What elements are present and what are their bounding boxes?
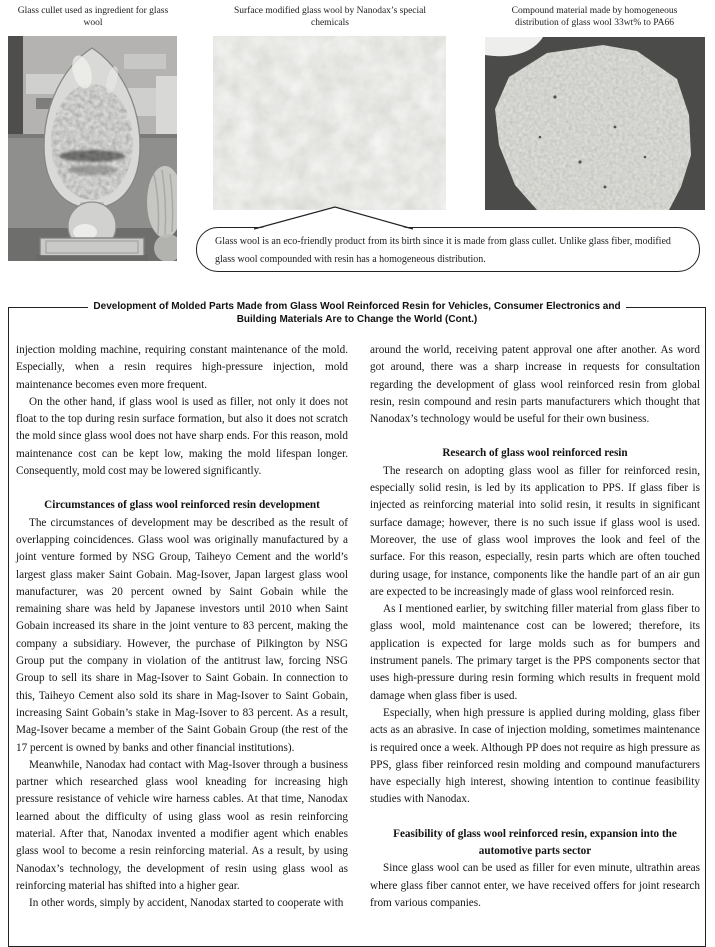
paragraph: On the other hand, if glass wool is used as filler, not only it does not float to the top during resin surface formation, but also it does not scratch the mold since glass wool does not have sharp ends. For this reason, mold maintenance cost can be kept low, making the mold lifespan longer. Consequently, mold cost may be lowered significantly. [16, 395, 348, 478]
paragraph: injection molding machine, requiring constant maintenance of the mold. Especially, when a resin requires high-pressure injection, mold maintenance becomes even more frequent. [16, 344, 348, 391]
glass-cullet-photo [8, 36, 177, 261]
caption-glass-cullet: Glass cullet used as ingredient for glass wool [17, 6, 169, 28]
article-left-column [16, 342, 348, 913]
paragraph: As I mentioned earlier, by switching filler material from glass fiber to glass wool, mold maintenance cost can be lowered; therefore, its application is expected for large molds such as for bumpers and instrument panels. The primary target is the PPS components sector that uses high-pressure during resin forming which results in frequent mold damage when glass fiber is used. [370, 603, 700, 702]
caption-modified-glass-wool: Surface modified glass wool by Nanodax’s special chemicals [233, 6, 427, 28]
callout-bubble [196, 227, 700, 272]
section-heading-circumstances: Circumstances of glass wool reinforced resin development [44, 499, 320, 512]
section-heading-research: Research of glass wool reinforced resin [442, 447, 628, 460]
paragraph: Since glass wool can be used as filler for even minute, ultrathin areas where glass fiber cannot enter, we have received offers for joint research from various companies. [370, 862, 700, 909]
compound-material-photo [485, 37, 705, 210]
paragraph: around the world, receiving patent approval one after another. As word got around, there was a sharp increase in requests for consultation regarding the development of glass wool reinforced resin from global resin, resin compound and resin parts manufacturers which thought that Nanodax’s technology would be useful for their own business. [370, 344, 700, 426]
paragraph: In other words, simply by accident, Nanodax started to cooperate with [29, 897, 344, 910]
paragraph: Especially, when high pressure is applied during molding, glass fiber acts as an abrasive. In case of injection molding, sometimes maintenance is required once a week. Although PP does not require as high pressure as PPS, glass fiber reinforced resin molding and compound manufacturers have especially high interest, showing intention to continue feasibility studies with Nanodax. [370, 706, 700, 806]
callout-tail [240, 203, 420, 231]
article-right-column [370, 342, 700, 912]
callout-text: Glass wool is an eco-friendly product from its birth since it is made from glass cullet. Unlike glass fiber, modified glass wool compounded with resin has a homogeneous distribution. [215, 236, 671, 265]
paragraph: Meanwhile, Nanodax had contact with Mag-Isover through a business partner which researched glass wool kneading for increasing high pressure resistance of vehicle wire harness cables. At that time, Nanodax learned about the difficulty of using glass wool as resin reinforcing material. After that, Nanodax invented a modifier agent which enables glass wool to become a resin reinforcing material. As a result, by using Nanodax’s technology, the development of resin using glass wool as reinforcing material has shifted into a higher gear. [16, 758, 348, 892]
paragraph: The circumstances of development may be described as the result of overlapping coincidences. Glass wool was originally manufactured by a joint venture formed by NSG Group, Taiheyo Cement and the world’s largest glass maker Saint Gobain. Mag-Isover, Japan largest glass wool manufacturer, was 20 percent owned by Saint Gobain while the remaining share was held by Japanese investors until 2010 when Saint Gobain increased its share in the joint venture to 83 percent, making the company a subsidiary. However, the purchase of Pilkington by NSG Group put the company in violation of the antitrust law, forcing NSG Group to sell its share in Mag-Isover to Saint Gobain. In connection to this, Taiheyo Cement also sold its share in Mag-Isover to Saint Gobain, increasing Saint Gobain’s stake in Mag-Isover to 83 percent. As a result, Mag-Isover became a member of the Saint Gobain Group (the rest of the 17 percent is owned by banks and other financial institutions). [16, 516, 348, 754]
article-title-line1: Development of Molded Parts Made from Glass Wool Reinforced Resin for Vehicles, Consumer Electronics and [93, 301, 621, 312]
article-title [8, 300, 706, 327]
section-heading-feasibility: Feasibility of glass wool reinforced resin, expansion into the automotive parts sector [393, 827, 677, 858]
article-title-line2: Building Materials Are to Change the World (Cont.) [236, 314, 478, 325]
glass-wool-photo [213, 36, 446, 210]
caption-compound-material: Compound material made by homogeneous distribution of glass wool 33wt% to PA66 [511, 6, 678, 28]
paragraph: The research on adopting glass wool as filler for reinforced resin, especially solid resin, is led by its application to PPS. If glass fiber is injected as reinforcing material into solid resin, it results in significant surface damage; however, there is no such issue if glass wool is used. Moreover, the use of glass wool improves the look and feel of the surface. For this reason, especially, resin parts which are often touched during usage, for instance, components like the handle part of an air gun are expected to be increasingly made of glass wool reinforced resin. [370, 464, 700, 598]
